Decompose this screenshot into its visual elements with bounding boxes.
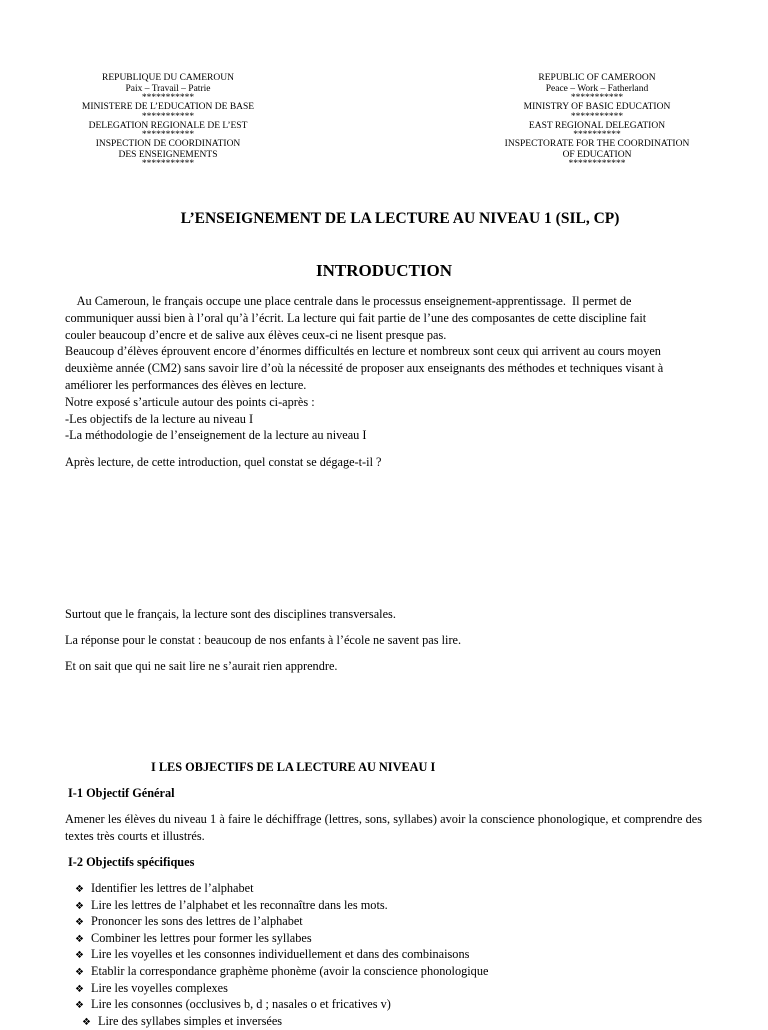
list-item: ❖ Lire les voyelles et les consonnes individuellement et dans des combinaisons <box>75 947 488 964</box>
intro-line: -Les objectifs de la lecture au niveau I <box>65 411 254 426</box>
diamond-bullet-icon: ❖ <box>82 1016 91 1028</box>
header-right-line: OF EDUCATION <box>562 149 632 160</box>
header-right-line: REPUBLIC OF CAMEROON <box>538 73 656 83</box>
introduction-heading: INTRODUCTION <box>315 261 453 280</box>
header-left-separator: *********** <box>141 159 195 169</box>
savoir-paragraph: Et on sait que qui ne sait lire ne s’aurait rien apprendre. <box>65 659 338 673</box>
header-left-french <box>48 73 288 168</box>
diamond-bullet-icon: ❖ <box>75 1000 84 1012</box>
list-item: ❖ Lire des syllabes simples et inversées <box>75 1014 488 1030</box>
header-left-line: DELEGATION REGIONALE DE L’EST <box>88 120 248 131</box>
header-left-separator: *********** <box>141 130 195 140</box>
diamond-bullet-icon: ❖ <box>75 933 84 945</box>
objectifs-list <box>75 881 488 1030</box>
document-title: L’ENSEIGNEMENT DE LA LECTURE AU NIVEAU 1 (SIL, CP) <box>180 210 620 227</box>
subsection-heading-general: I-1 Objectif Général <box>68 786 175 800</box>
transversal-paragraph: Surtout que le français, la lecture sont des disciplines transversales. <box>65 607 396 621</box>
header-right-separator: *********** <box>570 93 624 103</box>
intro-line: deuxième année (CM2) sans savoir lire d’où la nécessité de proposer aux enseignants des méthodes et techniques visant à <box>65 361 664 376</box>
intro-line: Beaucoup d’élèves éprouvent encore d’énormes difficultés en lecture et nombreux sont ceux qui arrivent au cours moyen <box>65 344 661 359</box>
header-right-line: Peace – Work – Fatherland <box>545 83 649 94</box>
intro-line: Notre exposé s’articule autour des points ci-après : <box>65 394 315 409</box>
header-right-separator: ********** <box>573 130 621 140</box>
diamond-bullet-icon: ❖ <box>75 950 84 962</box>
list-item: ❖ Combiner les lettres pour former les syllabes <box>75 931 488 948</box>
header-right-english <box>477 73 717 168</box>
header-right-line: INSPECTORATE FOR THE COORDINATION <box>504 139 690 149</box>
header-left-line: DES ENSEIGNEMENTS <box>118 149 218 160</box>
header-left-line: MINISTERE DE L’EDUCATION DE BASE <box>81 102 255 112</box>
intro-line: Au Cameroun, le français occupe une place centrale dans le processus enseignement-apprentissage. Il permet de <box>65 294 632 308</box>
header-left-line: INSPECTION DE COORDINATION <box>95 139 241 149</box>
introduction-paragraph <box>65 293 705 444</box>
diamond-bullet-icon: ❖ <box>75 917 84 929</box>
list-item: ❖ Lire les lettres de l’alphabet et les reconnaître dans les mots. <box>75 898 488 915</box>
header-left-separator: *********** <box>141 93 195 103</box>
header-left-line: REPUBLIQUE DU CAMEROUN <box>102 73 234 83</box>
header-left-line: Paix – Travail – Patrie <box>125 83 211 94</box>
list-item: ❖ Lire les consonnes (occlusives b, d ; nasales o et fricatives v) <box>75 997 488 1014</box>
objectif-general-text: Amener les élèves du niveau 1 à faire le déchiffrage (lettres, sons, syllabes) avoir la conscience phonologique, et comprendre des textes très courts et illustrés. <box>65 812 702 843</box>
intro-line: améliorer les performances des élèves en lecture. <box>65 377 307 392</box>
intro-line: -La méthodologie de l’enseignement de la lecture au niveau I <box>65 428 367 443</box>
question-paragraph: Après lecture, de cette introduction, quel constat se dégage-t-il ? <box>65 455 382 469</box>
list-item: ❖ Etablir la correspondance graphème phonème (avoir la conscience phonologique <box>75 964 488 981</box>
header-right-separator: ************ <box>568 159 626 169</box>
diamond-bullet-icon: ❖ <box>75 983 84 995</box>
header-right-line: MINISTRY OF BASIC EDUCATION <box>523 102 671 112</box>
diamond-bullet-icon: ❖ <box>75 900 84 912</box>
list-item: ❖ Prononcer les sons des lettres de l’alphabet <box>75 914 488 931</box>
diamond-bullet-icon: ❖ <box>75 884 84 895</box>
list-item: ❖ Identifier les lettres de l’alphabet <box>75 881 488 898</box>
header-right-separator: *********** <box>570 111 624 122</box>
intro-line: communiquer aussi bien à l’oral qu’à l’écrit. La lecture qui fait partie de l’une des composantes de cette discipline fait <box>65 310 647 325</box>
subsection-heading-specifiques: I-2 Objectifs spécifiques <box>68 855 195 869</box>
header-right-line: EAST REGIONAL DELEGATION <box>528 120 666 131</box>
reponse-paragraph: La réponse pour le constat : beaucoup de nos enfants à l’école ne savent pas lire. <box>65 633 462 647</box>
intro-line: couler beaucoup d’encre et de salive aux élèves ceux-ci ne lisent presque pas. <box>65 327 447 342</box>
header-left-separator: *********** <box>141 111 195 122</box>
diamond-bullet-icon: ❖ <box>75 966 84 978</box>
list-item: ❖ Lire les voyelles complexes <box>75 981 488 998</box>
section-heading: I LES OBJECTIFS DE LA LECTURE AU NIVEAU I <box>151 760 436 774</box>
